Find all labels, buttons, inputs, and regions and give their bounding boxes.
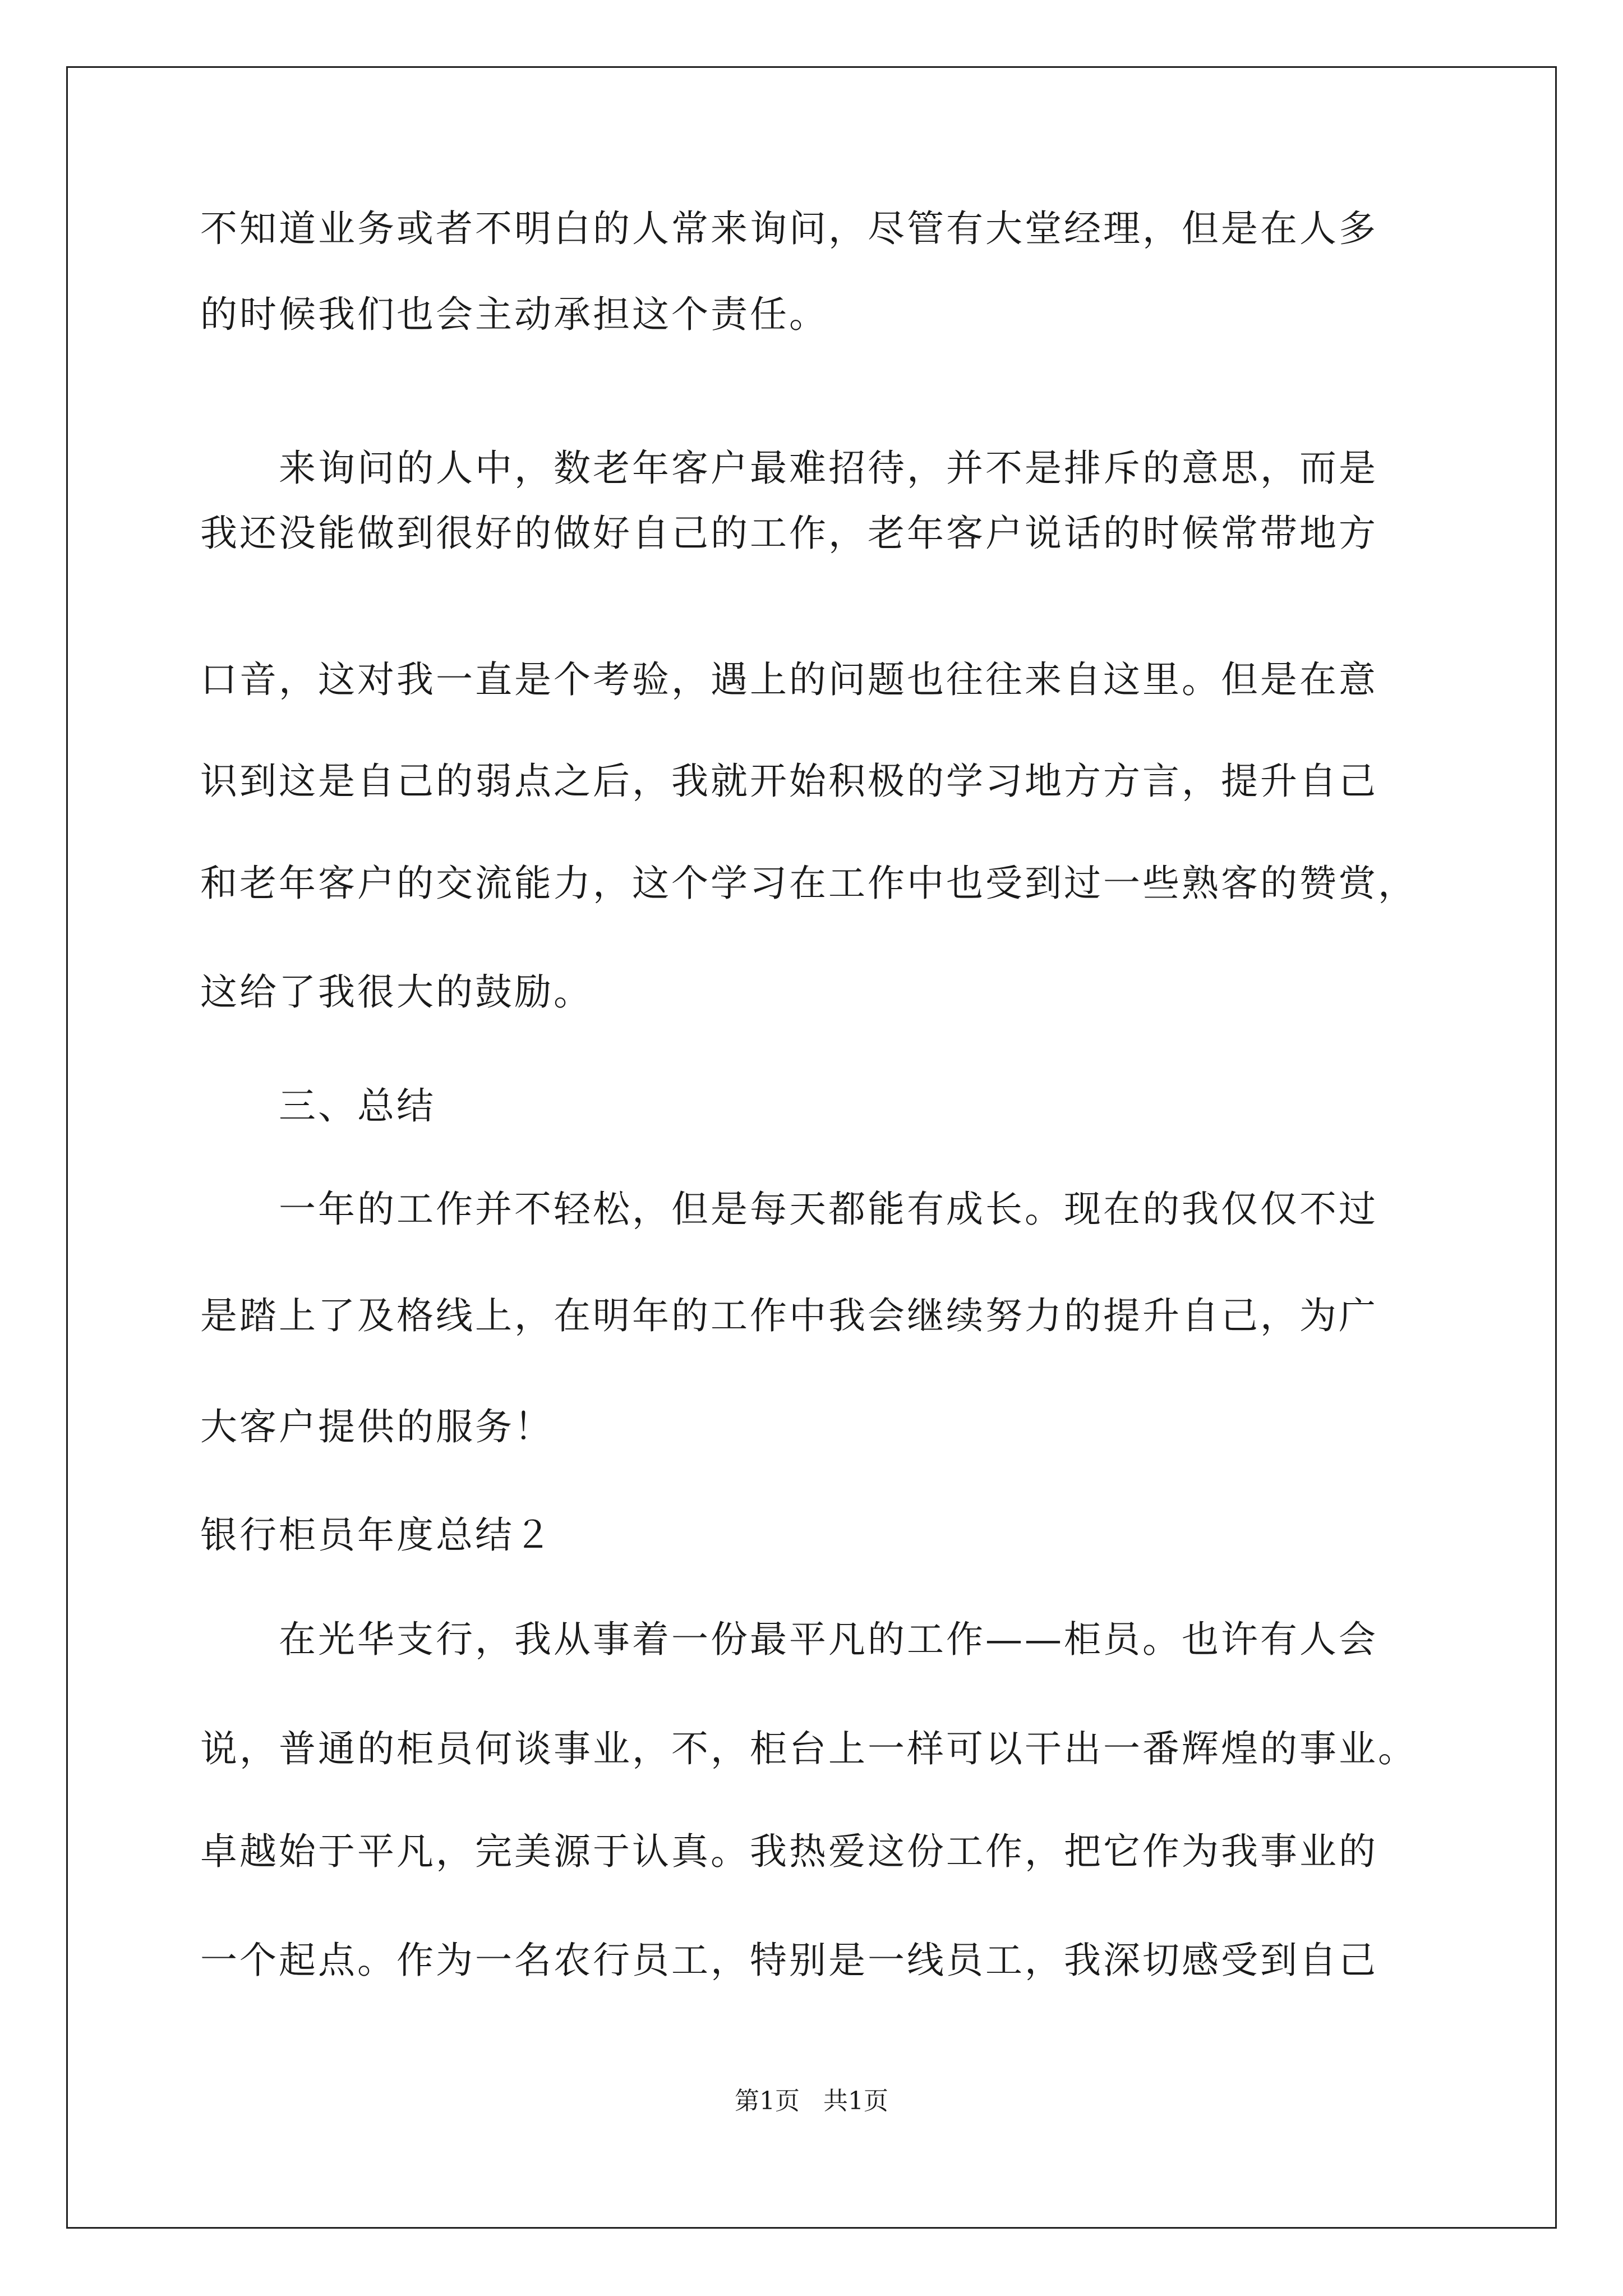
text-line: 大客户提供的服务！: [200, 1405, 554, 1448]
text-line: 这给了我很大的鼓励。: [200, 970, 593, 1014]
text-line: 一个起点。作为一名农行员工，特别是一线员工，我深切感受到自己: [200, 1939, 1378, 1982]
text-line: 不知道业务或者不明白的人常来询问，尽管有大堂经理，但是在人多: [200, 207, 1378, 250]
text-line: 一年的工作并不轻松，但是每天都能有成长。现在的我仅仅不过: [279, 1188, 1378, 1231]
text-line: 我还没能做到很好的做好自己的工作，老年客户说话的时候常带地方: [200, 512, 1378, 555]
text-line: 卓越始于平凡，完美源于认真。我热爱这份工作，把它作为我事业的: [200, 1830, 1378, 1873]
text-line: 口音，这对我一直是个考验，遇上的问题也往往来自这里。但是在意: [200, 658, 1378, 701]
page-footer: 第1页 共1页: [735, 2087, 888, 2115]
page-border: [66, 66, 1557, 2229]
article-title: 银行柜员年度总结２: [200, 1513, 554, 1557]
text-line: 在光华支行，我从事着一份最平凡的工作——柜员。也许有人会: [279, 1618, 1378, 1661]
section-heading: 三、总结: [279, 1084, 436, 1128]
text-line: 来询问的人中，数老年客户最难招待，并不是排斥的意思，而是: [279, 447, 1378, 490]
text-line: 和老年客户的交流能力，这个学习在工作中也受到过一些熟客的赞赏，: [200, 862, 1417, 905]
text-line: 的时候我们也会主动承担这个责任。: [200, 293, 828, 336]
text-line: 说，普通的柜员何谈事业，不，柜台上一样可以干出一番辉煌的事业。: [200, 1727, 1417, 1770]
text-line: 识到这是自己的弱点之后，我就开始积极的学习地方方言，提升自己: [200, 760, 1378, 803]
text-line: 是踏上了及格线上，在明年的工作中我会继续努力的提升自己，为广: [200, 1294, 1378, 1337]
